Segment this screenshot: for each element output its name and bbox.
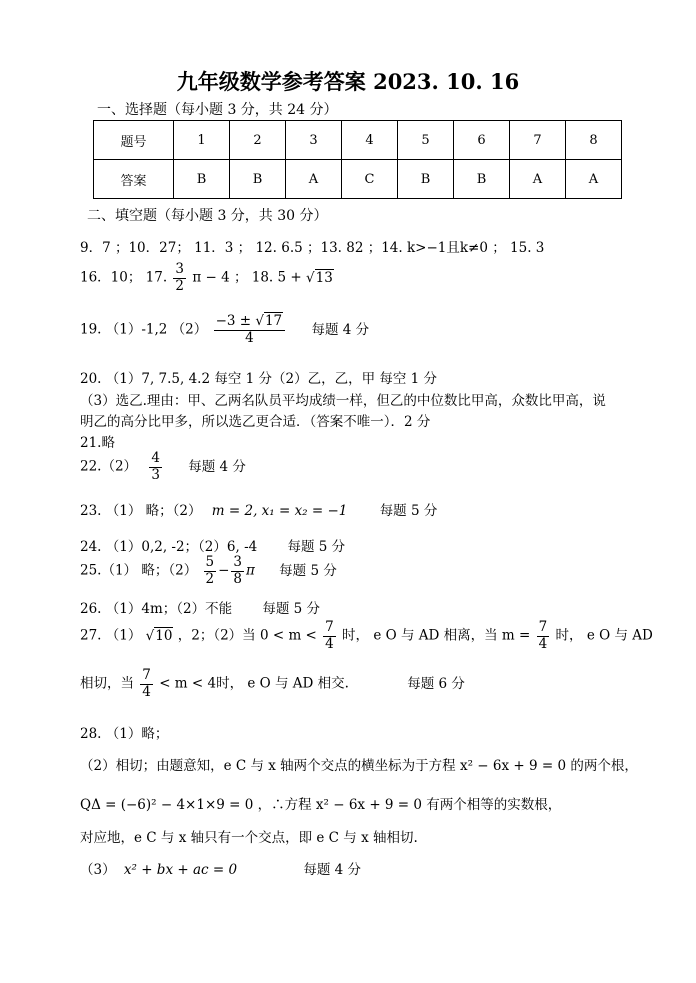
table-cell: B [454, 160, 510, 199]
table-cell: 4 [342, 121, 398, 160]
radicand: 13 [315, 269, 333, 286]
table-row [94, 121, 622, 160]
text: 23. （1） 略；（2） [80, 503, 202, 519]
answer-line-28: 28. （1）略； [80, 726, 169, 742]
section-2-heading: 二、填空题（每小题 3 分，共 30 分） [87, 208, 328, 224]
math-expression: x² + bx + ac = 0 [123, 862, 238, 878]
math-expression: m = 2, x₁ = x₂ = −1 [211, 503, 348, 519]
numerator: 5 [205, 554, 215, 570]
denominator: 8 [233, 570, 242, 587]
answer-line-25 [80, 555, 337, 587]
text: 27. （1） [80, 627, 142, 644]
denominator: 4 [538, 635, 548, 652]
table-cell: B [174, 160, 230, 199]
table-cell: A [510, 160, 566, 199]
fraction [537, 620, 550, 652]
denominator: 2 [205, 570, 215, 587]
denominator: 3 [151, 466, 160, 483]
numerator-text: −3 ± [215, 313, 256, 329]
radicand: 10 [155, 627, 173, 644]
fraction [231, 555, 244, 587]
text: 相切，当 [80, 675, 134, 692]
answer-line-28-3 [80, 858, 361, 878]
denominator: 4 [325, 635, 334, 652]
fraction [204, 555, 217, 587]
table-cell: 6 [454, 121, 510, 160]
table-cell: B [230, 160, 286, 199]
answer-line-20-3b: 明乙的高分比甲多，所以选乙更合适．（答案不唯一）．2 分 [80, 414, 431, 430]
answer-table [93, 120, 622, 199]
fraction [323, 620, 336, 652]
numerator: 7 [325, 619, 334, 635]
denominator: 2 [175, 277, 185, 294]
table-cell: 8 [566, 121, 622, 160]
answer-line-28-2: （2）相切；由题意知，e C 与 x 轴两个交点的横坐标为于方程 x² − 6x + 9 = 0 的两个根， [80, 758, 638, 774]
table-cell: 3 [286, 121, 342, 160]
table-cell: A [566, 160, 622, 199]
answer-line-20-3a: （3）选乙.理由：甲、乙两名队员平均成绩一样，但乙的中位数比甲高，众数比甲高，说 [80, 393, 606, 409]
text: （3） [80, 862, 116, 878]
fraction [173, 262, 186, 294]
table-cell: 2 [230, 121, 286, 160]
answer-line-20: 20. （1）7, 7.5, 4.2 每空 1 分（2）乙，乙，甲 每空 1 分 [80, 371, 438, 387]
fraction [140, 668, 153, 700]
numerator: 3 [175, 261, 185, 277]
score-note: 每题 5 分 [287, 539, 346, 555]
answer-line-27 [80, 620, 653, 652]
table-cell: C [342, 160, 398, 199]
text: < m < 4时， e O 与 AD 相交. [159, 675, 349, 692]
score-note: 每题 5 分 [279, 562, 337, 579]
score-note: 每题 5 分 [262, 601, 321, 617]
table-cell: B [398, 160, 454, 199]
table-header-answer: 答案 [94, 160, 174, 199]
text: 25.（1） 略；（2） [80, 562, 198, 579]
table-cell: 1 [174, 121, 230, 160]
denominator: 4 [245, 329, 254, 346]
numerator: 4 [151, 450, 160, 466]
score-note: 每题 4 分 [303, 862, 362, 878]
answer-line-21: 21.略 [80, 435, 115, 451]
answer-line-22 [80, 451, 246, 483]
table-cell: 7 [510, 121, 566, 160]
radicand: 17 [264, 313, 283, 329]
answer-line-24 [80, 535, 345, 555]
fraction [214, 314, 286, 346]
text: 22.（2） [80, 458, 138, 475]
pi-symbol: π [246, 562, 255, 579]
answer-line-28-conclusion: 对应地，e C 与 x 轴只有一个交点，即 e C 与 x 轴相切. [80, 830, 418, 846]
denominator: 4 [142, 683, 151, 700]
text: 19. （1）-1,2 （2） [80, 321, 208, 338]
numerator: 7 [142, 667, 151, 683]
text: 时， e O 与 AD [555, 627, 653, 644]
answer-line-23 [80, 499, 437, 519]
text: 16．10； 17. [80, 269, 168, 286]
sqrt-expression: √13 [306, 269, 333, 286]
numerator [214, 314, 286, 331]
text: 时， e O 与 AD 相离，当 m = [342, 627, 531, 644]
numerator: 3 [233, 554, 242, 570]
score-note: 每题 5 分 [379, 503, 438, 519]
text: π − 4 ； 18. 5 + [192, 269, 306, 286]
sqrt-expression: √17 [255, 313, 283, 329]
score-note: 每题 6 分 [407, 675, 465, 692]
table-header-number: 题号 [94, 121, 174, 160]
table-row [94, 160, 622, 199]
answer-line-27-cont [80, 668, 465, 700]
sqrt-expression: √10 [145, 627, 173, 644]
text: ，2；（2）当 0 < m < [177, 627, 317, 644]
section-1-heading: 一、选择题（每小题 3 分，共 24 分） [97, 102, 338, 118]
text: 24. （1）0,2, -2；（2）6, -4 [80, 539, 258, 555]
score-note: 每题 4 分 [311, 321, 370, 338]
score-note: 每题 4 分 [188, 458, 246, 475]
numerator: 7 [538, 619, 548, 635]
page-title: 九年级数学参考答案 2023. 10. 16 [176, 69, 520, 94]
table-cell: 5 [398, 121, 454, 160]
minus-sign: − [218, 562, 230, 579]
text: 26. （1）4m；（2）不能 [80, 601, 233, 617]
answer-line-16-18 [80, 262, 334, 294]
answer-line-9-15: 9．7 ；10．27； 11．3 ； 12. 6.5 ；13. 82 ；14. k>−1且k≠0 ； 15. 3 [80, 240, 545, 256]
answer-line-26 [80, 597, 320, 617]
table-cell: A [286, 160, 342, 199]
fraction [149, 451, 162, 483]
answer-line-19 [80, 314, 369, 346]
answer-line-28-proof: QΔ = (−6)² − 4×1×9 = 0 ，∴方程 x² − 6x + 9 = 0 有两个相等的实数根， [80, 797, 562, 813]
